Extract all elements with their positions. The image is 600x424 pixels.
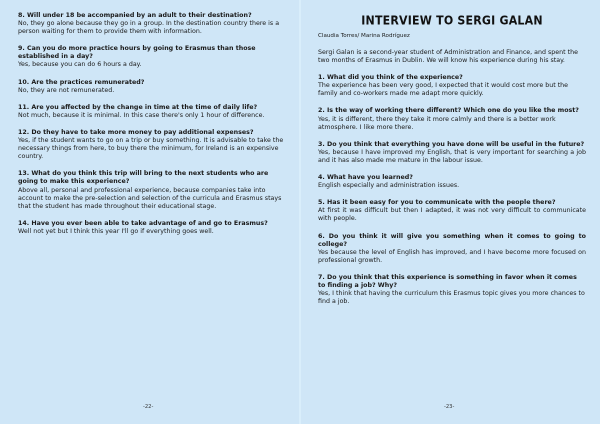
answer: Yes, because I have improved my English, that is very important for searching a job and it has also made me mature in the labour issue. [318, 148, 586, 164]
question: 13. What do you think this trip will bring to the next students who are going to make this experience? [18, 170, 269, 186]
answer: Well not yet but I think this year I'll go if everything goes well. [18, 227, 214, 235]
intro-paragraph: Sergi Galan is a second-year student of Administration and Finance, and spent the two months of Erasmus in Dublin. We will know his experience during his stay. [318, 49, 578, 65]
question: 2. Is the way of working there different? Which one do you like the most? [318, 107, 579, 115]
answer: No, they go alone because they go in a group. In the destination country there is a person waiting for them to provide them with information. [18, 20, 280, 36]
answer: English especially and administration issues. [318, 182, 460, 190]
question: 12. Do they have to take more money to pay additional expenses? [18, 128, 254, 136]
question: 10. Are the practices remunerated? [18, 78, 145, 86]
left-column [18, 12, 286, 245]
question: 8. Will under 18 be accompanied by an adult to their destination? [18, 12, 252, 19]
question: 1. What did you think of the experience? [318, 74, 463, 82]
question: 9. Can you do more practice hours by going to Erasmus than those established in a day? [18, 45, 256, 61]
answer: Yes, it is different, there they take it more calmly and there is a better work atmosphere. I like more there. [318, 115, 556, 131]
right-page [300, 0, 600, 424]
qa-item [18, 79, 286, 95]
answer: Yes, because you can do 6 hours a day. [18, 61, 142, 69]
answer: No, they are not remunerated. [18, 86, 115, 94]
qa-item [318, 233, 586, 265]
qa-item [18, 45, 286, 69]
answer: The experience has been very good, I expected that it would cost more but the family and co-workers made me adapt more quickly. [318, 82, 569, 98]
qa-item [18, 220, 286, 236]
qa-item [318, 199, 586, 223]
question: 4. What have you learned? [318, 174, 413, 182]
question: 7. Do you think that this experience is something in favor when it comes to finding a job? Why? [318, 273, 577, 289]
question: 5. Has it been easy for you to communicate with the people there? [318, 199, 556, 207]
page-number: -22- [143, 404, 154, 410]
answer: At first it was difficult but then I adapted, it was not very difficult to communicate with people. [318, 207, 586, 223]
page-number: -23- [444, 404, 455, 410]
answer: Yes, I think that having the curriculum this Erasmus topic gives you more chances to find a job. [318, 290, 585, 306]
question: 6. Do you think it will give you something when it comes to going to college? [318, 232, 586, 248]
qa-item [318, 74, 586, 98]
byline: Claudia Torres/ Marina Rodríguez [318, 33, 410, 39]
qa-item [318, 174, 586, 190]
qa-item [18, 129, 286, 161]
question: 11. Are you affected by the change in time at the time of daily life? [18, 103, 258, 111]
qa-item [18, 12, 286, 36]
question: 3. Do you think that everything you have done will be useful in the future? [318, 140, 585, 148]
qa-item [18, 170, 286, 210]
right-column [318, 12, 586, 315]
article-title: INTERVIEW TO SERGI GALAN [361, 13, 543, 28]
answer: Not much, because it is minimal. In this case there's only 1 hour of difference. [18, 111, 265, 119]
answer: Yes because the level of English has improved, and I have become more focused on professional growth. [318, 248, 586, 264]
answer: Yes, if the student wants to go on a trip or buy something. It is advisable to take the necessary things from here, to buy there the minimum, for Ireland is an expensive country. [18, 137, 284, 161]
qa-item [18, 104, 286, 120]
qa-item [318, 274, 586, 306]
answer: Above all, personal and professional experience, because companies take into account to make the pre-selection and selection of the curricula and Erasmus stays that the student has made throughout their educational stage. [18, 186, 282, 210]
question: 14. Have you ever been able to take advantage of and go to Erasmus? [18, 219, 268, 227]
qa-item [318, 141, 586, 165]
qa-item [318, 107, 586, 131]
